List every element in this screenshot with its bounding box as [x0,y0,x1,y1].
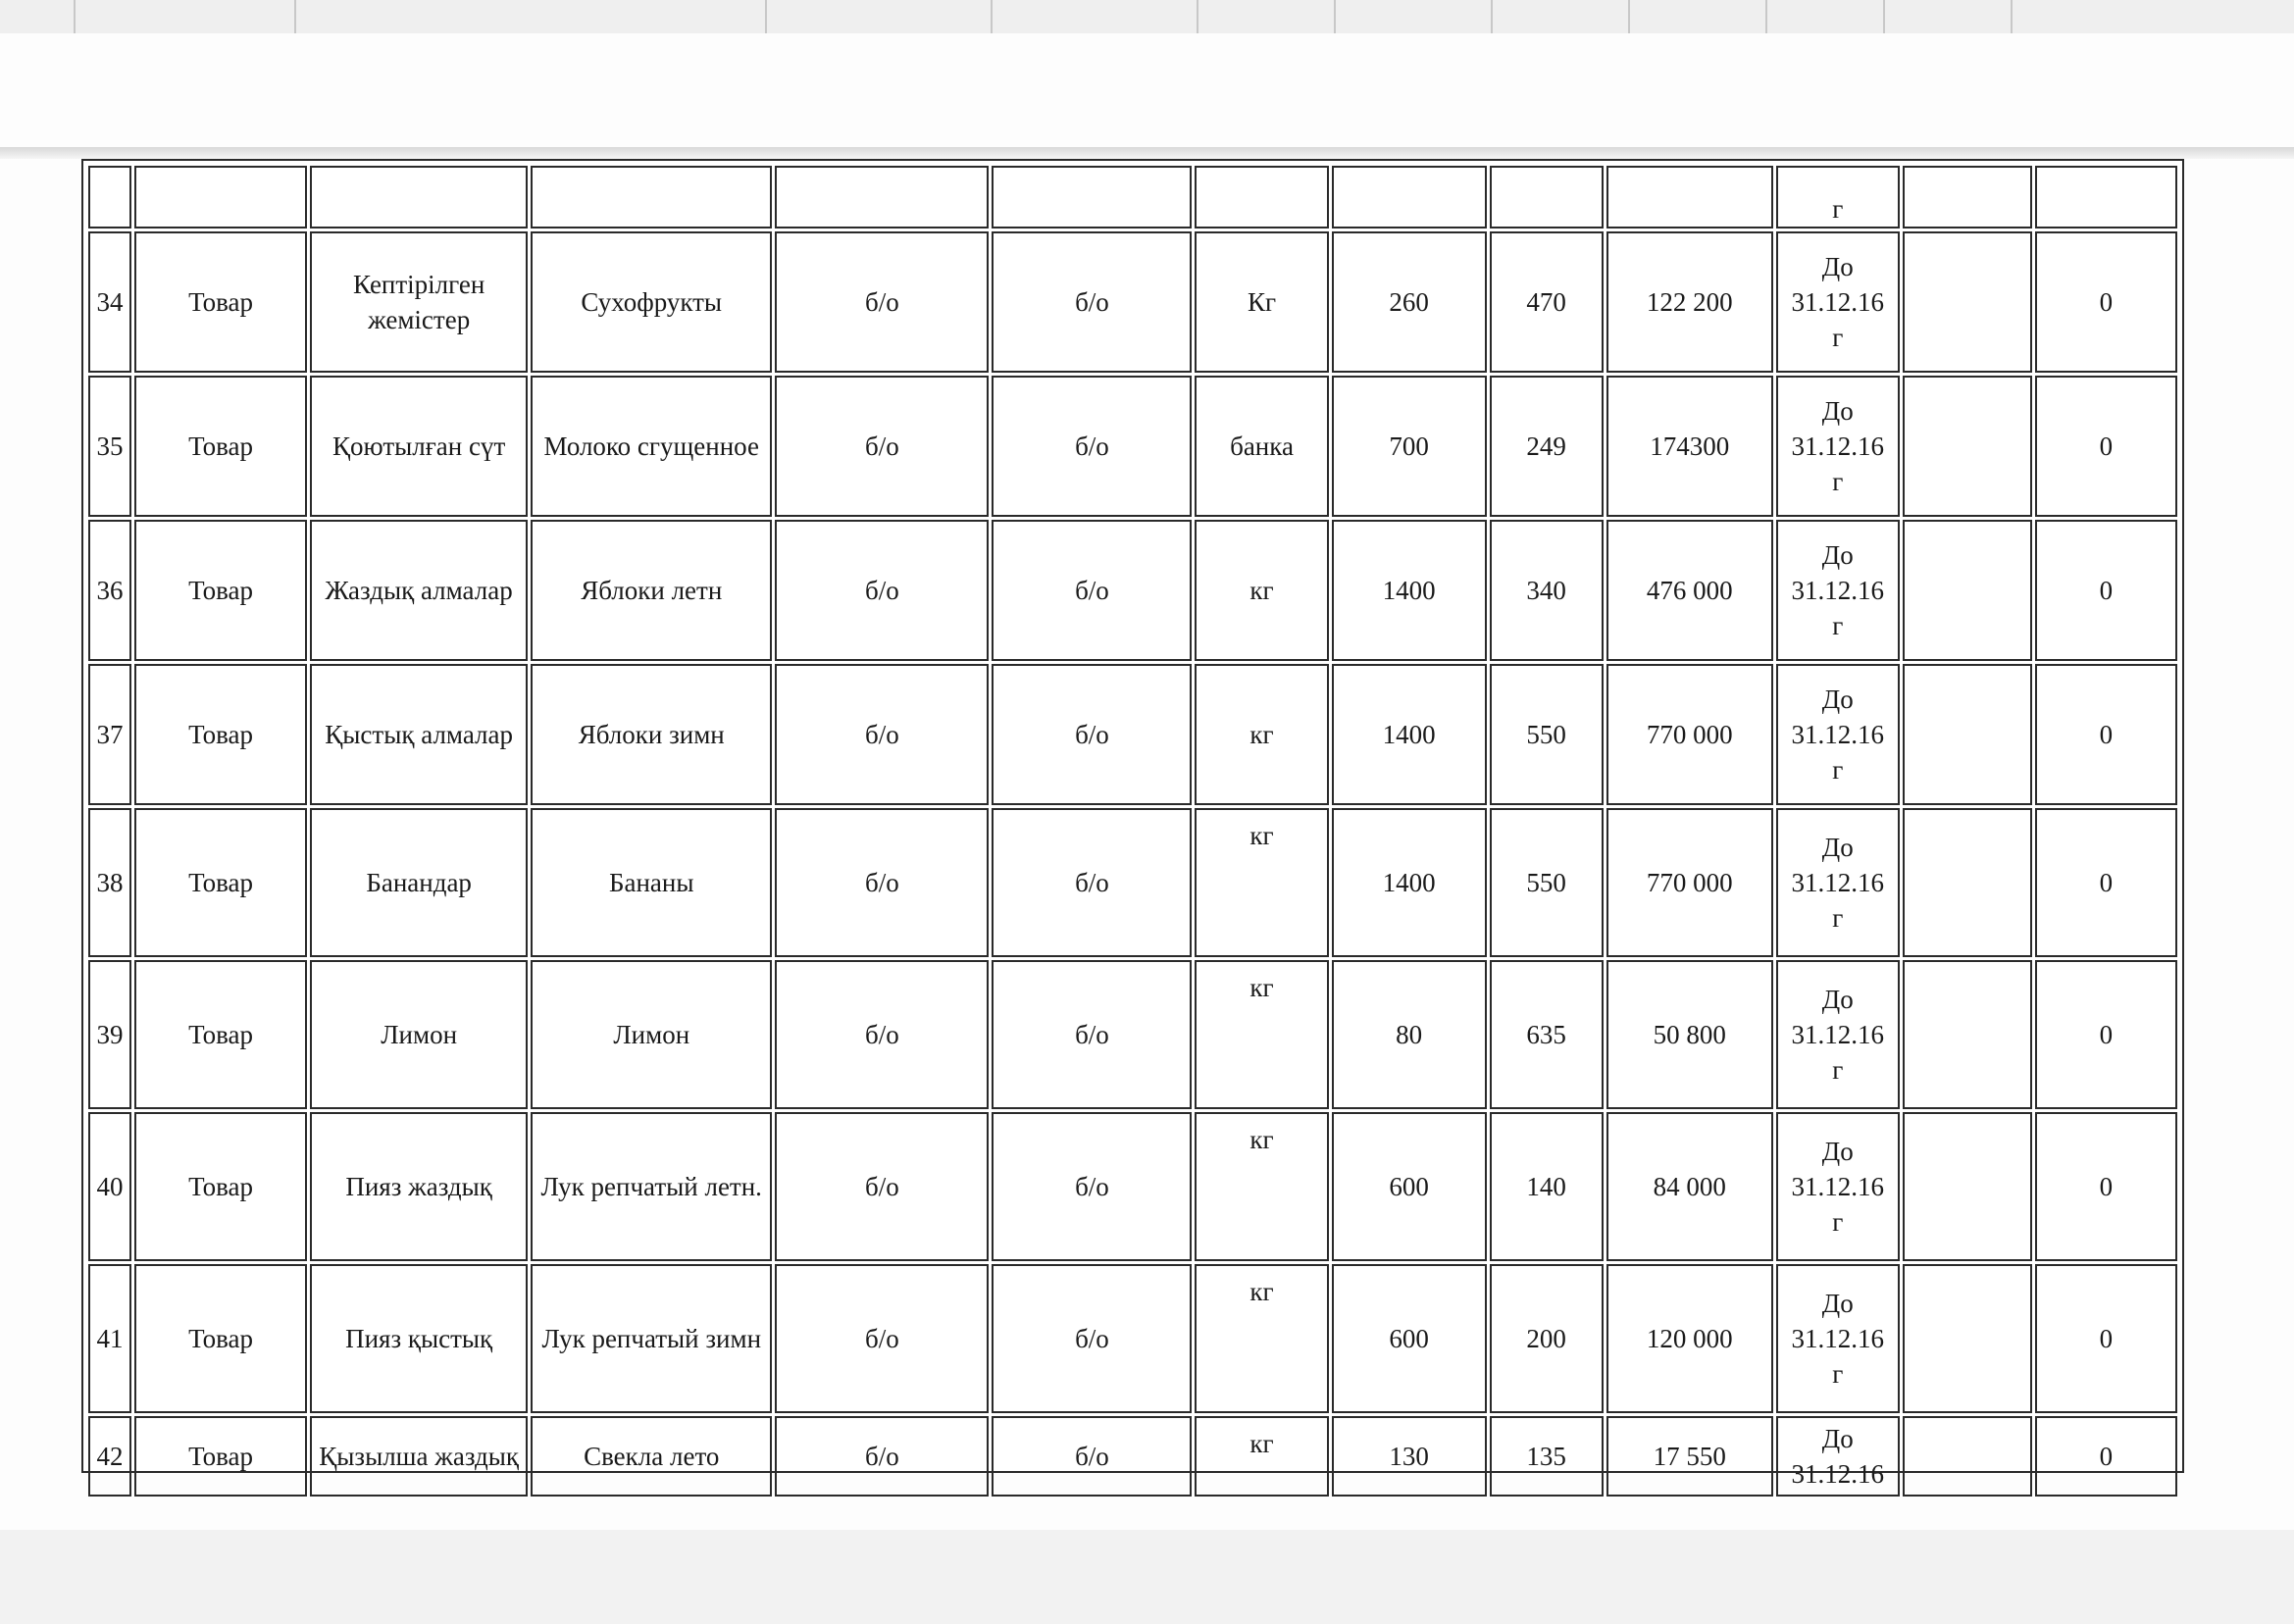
cell-qty-text: 600 [1389,1172,1429,1201]
deadline-line: г [1832,903,1844,933]
cell-qty-text: 260 [1389,287,1429,317]
cell-col13-text: 0 [2099,720,2114,749]
cell-sum [1606,960,1773,1109]
cell-type-text: Товар [188,576,253,605]
cell-type [134,808,307,957]
cell-unit-text: кг [1249,973,1274,1002]
cell-col6-text: б/о [1075,1172,1109,1201]
cell-price [1490,960,1604,1109]
deadline-line: 31.12.16 [1791,431,1884,461]
cell-qty [1332,166,1487,228]
cell-name-ru-text: Молоко сгущенное [543,431,759,461]
cell-type [134,1416,307,1497]
deadline-line: До [1821,1424,1854,1453]
cell-col6-text: б/о [1075,1020,1109,1049]
cell-col12 [1903,231,2032,373]
cell-price [1490,231,1604,373]
cell-type-text: Товар [188,1442,253,1471]
cell-qty-text: 1400 [1382,720,1436,749]
bleed-line [765,0,767,33]
deadline-line: 31.12.16 [1791,576,1884,605]
cell-deadline [1776,520,1900,661]
cell-name-ru [531,376,772,517]
cell-sum [1606,166,1773,228]
cell-price-text: 470 [1526,287,1566,317]
cell-type-text: Товар [188,720,253,749]
cell-col13 [2035,1112,2177,1261]
cell-type-text: Товар [188,1020,253,1049]
cell-col5-text: б/о [864,1324,899,1353]
cell-name-ru [531,1416,772,1497]
cell-price [1490,1112,1604,1261]
table-row [88,231,2177,373]
deadline-line: 31.12.16 [1791,1324,1884,1353]
table-row [88,1416,2177,1497]
cell-price [1490,166,1604,228]
cell-no [88,1264,131,1413]
bleed-line [294,0,296,33]
cell-col6-text: б/о [1075,431,1109,461]
cell-name-kz [310,1416,528,1497]
table-row [88,960,2177,1109]
cell-qty [1332,1264,1487,1413]
cell-sum [1606,231,1773,373]
cell-type-text: Товар [188,868,253,897]
cell-unit-text: банка [1230,431,1294,461]
cell-col6-text: б/о [1075,868,1109,897]
cell-unit [1195,960,1328,1109]
cell-price [1490,1416,1604,1497]
cell-qty [1332,231,1487,373]
cell-sum-text: 770 000 [1646,720,1733,749]
cell-unit-text: кг [1249,1277,1274,1306]
cell-qty [1332,960,1487,1109]
cell-col6 [992,1264,1192,1413]
deadline-line: г [1832,323,1844,352]
deadline-line: 31.12.16 [1791,1020,1884,1049]
cell-deadline [1776,1416,1900,1497]
cell-no-text: 40 [96,1172,124,1201]
cell-deadline [1776,808,1900,957]
cell-no-text: 36 [96,576,124,605]
table-body [88,166,2177,1497]
cell-col13-text: 0 [2099,287,2114,317]
bleed-line [1628,0,1630,33]
cell-sum-text: 120 000 [1646,1324,1733,1353]
cell-qty-text: 80 [1396,1020,1423,1049]
cell-name-kz [310,1112,528,1261]
page-fold-edge [0,147,2294,159]
cell-type [134,231,307,373]
cell-qty [1332,808,1487,957]
deadline-line: До [1821,540,1854,570]
scan-bottom-shade [0,1530,2294,1624]
cell-col13-text: 0 [2099,1442,2114,1471]
cell-unit-text: кг [1249,720,1274,749]
cell-col13 [2035,808,2177,957]
bleed-line [991,0,993,33]
cell-col6-text: б/о [1075,287,1109,317]
cell-price [1490,664,1604,805]
bleed-line [1765,0,1767,33]
cell-price-text: 249 [1526,431,1566,461]
cell-no [88,231,131,373]
cell-type [134,960,307,1109]
cell-name-ru [531,664,772,805]
cell-col12 [1903,1416,2032,1497]
deadline-line: До [1821,985,1854,1014]
cell-col12 [1903,960,2032,1109]
goods-table-frame [81,159,2184,1489]
cell-col5-text: б/о [864,1020,899,1049]
cell-col6 [992,1416,1192,1497]
cell-price-text: 135 [1526,1442,1566,1471]
cell-unit [1195,1264,1328,1413]
cell-col5-text: б/о [864,431,899,461]
cell-type [134,520,307,661]
cell-type-text: Товар [188,1172,253,1201]
cell-sum [1606,1264,1773,1413]
cell-no [88,376,131,517]
cell-name-ru [531,1264,772,1413]
cell-col5-text: б/о [864,287,899,317]
cell-col13 [2035,960,2177,1109]
cell-name-kz [310,1264,528,1413]
cell-no [88,960,131,1109]
cell-sum-text: 122 200 [1646,287,1733,317]
cell-unit-text: кг [1249,576,1274,605]
cell-no-text: 41 [96,1324,124,1353]
cell-name-ru [531,808,772,957]
cell-deadline [1776,376,1900,517]
cell-col6-text: б/о [1075,1442,1109,1471]
cell-unit [1195,808,1328,957]
cell-type [134,664,307,805]
cell-col6 [992,520,1192,661]
cell-no-text: 38 [96,868,124,897]
cell-name-ru-text: Яблоки летн [581,576,723,605]
cell-name-ru [531,960,772,1109]
deadline-line: г [1832,1055,1844,1085]
cell-name-kz-text: Пияз қыстық [345,1324,493,1353]
cell-col12 [1903,520,2032,661]
cell-sum-text: 174300 [1650,431,1730,461]
cell-sum-text: 476 000 [1646,576,1733,605]
cell-col5 [775,1112,989,1261]
deadline-line: 31.12.16 [1791,868,1884,897]
cell-deadline [1776,1112,1900,1261]
cell-price [1490,376,1604,517]
cell-col5 [775,808,989,957]
cell-type-text: Товар [188,431,253,461]
goods-table [85,163,2180,1499]
cell-unit [1195,664,1328,805]
cell-sum [1606,1112,1773,1261]
cell-col6 [992,1112,1192,1261]
table-row [88,664,2177,805]
cell-col6 [992,166,1192,228]
cell-col5-text: б/о [864,576,899,605]
cell-col5 [775,1416,989,1497]
cell-col5 [775,960,989,1109]
cell-qty [1332,1416,1487,1497]
bleed-line [1197,0,1198,33]
cell-sum [1606,664,1773,805]
cell-col13 [2035,520,2177,661]
table-row [88,520,2177,661]
cell-no-text: 42 [96,1442,124,1471]
cell-price [1490,1264,1604,1413]
cell-name-ru-text: Лимон [613,1020,690,1049]
table-row [88,1112,2177,1261]
cell-price-text: 140 [1526,1172,1566,1201]
cell-col13 [2035,231,2177,373]
deadline-line: г [1832,1359,1844,1389]
cell-col5 [775,1264,989,1413]
cell-name-ru-text: Яблоки зимн [578,720,725,749]
cell-unit [1195,1112,1328,1261]
cell-col5 [775,520,989,661]
cell-col6 [992,808,1192,957]
cell-qty-text: 700 [1389,431,1429,461]
cell-price-text: 200 [1526,1324,1566,1353]
cell-no [88,808,131,957]
cell-col12 [1903,664,2032,805]
cell-qty [1332,376,1487,517]
cell-deadline [1776,664,1900,805]
cell-type [134,376,307,517]
cell-sum [1606,1416,1773,1497]
cell-qty-text: 600 [1389,1324,1429,1353]
cell-name-kz-text: Қызылша жаздық [319,1442,520,1471]
deadline-fragment: г [1832,194,1844,224]
bleed-line [74,0,76,33]
previous-page-bleed [0,0,2294,33]
deadline-line: г [1832,755,1844,785]
cell-col6 [992,960,1192,1109]
bleed-line [1491,0,1493,33]
cell-type [134,166,307,228]
cell-col5 [775,166,989,228]
cell-col13-text: 0 [2099,1172,2114,1201]
cell-sum [1606,520,1773,661]
cell-no [88,664,131,805]
cell-name-ru [531,520,772,661]
cell-col6-text: б/о [1075,576,1109,605]
cell-col12 [1903,376,2032,517]
cell-name-ru-text: Лук репчатый зимн [541,1324,762,1353]
cell-col5 [775,231,989,373]
cell-col5-text: б/о [864,868,899,897]
cell-col13-text: 0 [2099,431,2114,461]
cell-price-text: 550 [1526,720,1566,749]
cell-name-kz-text: Кептірілген жемістер [352,270,485,334]
cell-col6-text: б/о [1075,720,1109,749]
cell-no [88,166,131,228]
cell-type [134,1264,307,1413]
cell-unit-text: кг [1249,1429,1274,1458]
cell-name-kz-text: Қыстық алмалар [325,720,513,749]
cell-col6-text: б/о [1075,1324,1109,1353]
cell-name-kz [310,960,528,1109]
cell-name-ru-text: Бананы [608,868,694,897]
cell-name-kz [310,808,528,957]
cell-qty-text: 130 [1389,1442,1429,1471]
cell-unit [1195,376,1328,517]
cell-price-text: 340 [1526,576,1566,605]
deadline-line: г [1832,467,1844,496]
cell-name-kz [310,520,528,661]
cell-name-ru-text: Сухофрукты [581,287,723,317]
cell-name-ru [531,166,772,228]
cell-name-kz [310,664,528,805]
cell-sum-text: 50 800 [1653,1020,1726,1049]
cell-name-kz-text: Жаздық алмалар [325,576,513,605]
cell-sum [1606,808,1773,957]
deadline-line: 31.12.16 [1791,1172,1884,1201]
cell-no-text: 39 [96,1020,124,1049]
cell-sum-text: 770 000 [1646,868,1733,897]
cell-name-ru-text: Лук репчатый летн. [540,1172,762,1201]
cell-deadline [1776,1264,1900,1413]
deadline-line: До [1821,252,1854,281]
bleed-line [1883,0,1885,33]
cell-unit [1195,1416,1328,1497]
cell-col13-text: 0 [2099,868,2114,897]
deadline-line: До [1821,833,1854,862]
cell-deadline [1776,166,1900,228]
cell-name-kz [310,376,528,517]
deadline-line: г [1832,1207,1844,1237]
deadline-line: До [1821,1137,1854,1166]
cell-name-kz-text: Лимон [381,1020,458,1049]
cell-price [1490,520,1604,661]
deadline-line: До [1821,685,1854,714]
deadline-line: До [1821,1289,1854,1318]
cell-name-kz-text: Қоютылған сүт [332,431,506,461]
deadline-line: 31.12.16 [1791,1459,1884,1489]
bleed-line [2011,0,2013,33]
cell-col5-text: б/о [864,1442,899,1471]
cell-col6 [992,376,1192,517]
cell-no-text: 34 [96,287,124,317]
cell-unit-text: Кг [1247,287,1277,317]
cell-type-text: Товар [188,1324,253,1353]
cell-name-kz [310,166,528,228]
deadline-line: г [1832,611,1844,640]
cell-qty-text: 1400 [1382,576,1436,605]
table-row [88,376,2177,517]
cell-sum [1606,376,1773,517]
cell-no-text: 37 [96,720,124,749]
cell-col13-text: 0 [2099,1020,2114,1049]
cell-qty-text: 1400 [1382,868,1436,897]
cell-col13 [2035,1416,2177,1497]
cell-col5 [775,664,989,805]
cell-col13-text: 0 [2099,576,2114,605]
cell-unit-text: кг [1249,821,1274,850]
cell-col5-text: б/о [864,720,899,749]
cell-sum-text: 84 000 [1653,1172,1726,1201]
cell-qty [1332,1112,1487,1261]
cell-name-ru [531,1112,772,1261]
cell-price-text: 635 [1526,1020,1566,1049]
cell-unit-text: кг [1249,1125,1274,1154]
cell-col12 [1903,1264,2032,1413]
table-row [88,808,2177,957]
cell-no [88,520,131,661]
cell-col13-text: 0 [2099,1324,2114,1353]
cell-col6 [992,664,1192,805]
cell-unit [1195,166,1328,228]
deadline-line: 31.12.16 [1791,720,1884,749]
bleed-line [1334,0,1336,33]
cell-name-kz-text: Банандар [366,868,472,897]
cell-name-ru-text: Свекла лето [584,1442,720,1471]
cell-name-kz-text: Пияз жаздық [345,1172,492,1201]
cell-no-text: 35 [96,431,124,461]
cell-col12 [1903,1112,2032,1261]
cell-no [88,1112,131,1261]
cell-deadline [1776,960,1900,1109]
deadline-line: 31.12.16 [1791,287,1884,317]
cell-col5-text: б/о [864,1172,899,1201]
cell-col6 [992,231,1192,373]
cell-unit [1195,520,1328,661]
deadline-line: До [1821,396,1854,426]
cell-unit [1195,231,1328,373]
cell-col13 [2035,664,2177,805]
cell-name-ru [531,231,772,373]
cell-type [134,1112,307,1261]
cell-col12 [1903,166,2032,228]
cell-no [88,1416,131,1497]
cell-qty [1332,520,1487,661]
cell-col13 [2035,166,2177,228]
table-row [88,1264,2177,1413]
table-row-partial [88,166,2177,228]
cell-price [1490,808,1604,957]
cell-price-text: 550 [1526,868,1566,897]
cell-sum-text: 17 550 [1653,1442,1726,1471]
cell-col12 [1903,808,2032,957]
cell-col13 [2035,1264,2177,1413]
cell-col13 [2035,376,2177,517]
cell-name-kz [310,231,528,373]
cell-deadline [1776,231,1900,373]
cell-col5 [775,376,989,517]
cell-type-text: Товар [188,287,253,317]
cell-qty [1332,664,1487,805]
